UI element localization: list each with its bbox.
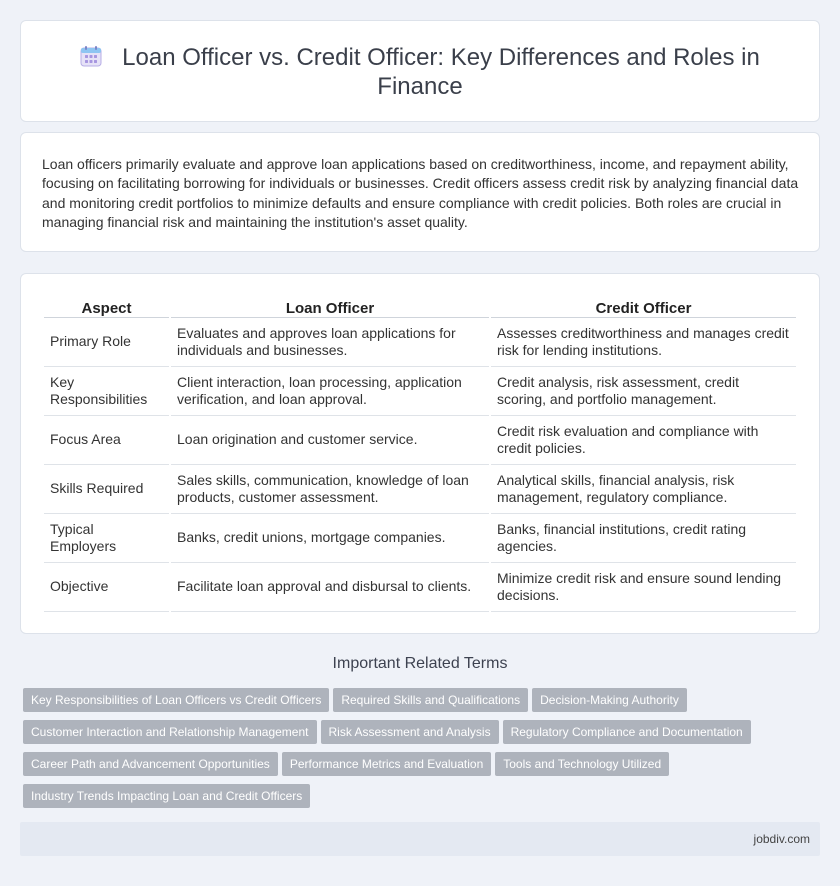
table-row	[44, 514, 796, 563]
related-term-tag[interactable]: Key Responsibilities of Loan Officers vs Credit Officers	[23, 688, 329, 712]
related-term-tag[interactable]: Performance Metrics and Evaluation	[282, 752, 491, 776]
comparison-card	[20, 273, 820, 634]
credit-officer-cell: Credit analysis, risk assessment, credit scoring, and portfolio management.	[491, 367, 796, 416]
table-row	[44, 367, 796, 416]
related-term-tag[interactable]: Risk Assessment and Analysis	[321, 720, 499, 744]
table-row	[44, 318, 796, 367]
table-header-row	[44, 296, 796, 318]
related-term-tag[interactable]: Industry Trends Impacting Loan and Credit Officers	[23, 784, 310, 808]
aspect-cell: Objective	[44, 563, 169, 612]
credit-officer-cell: Credit risk evaluation and compliance with credit policies.	[491, 416, 796, 465]
related-terms-tags	[23, 688, 803, 816]
related-term-tag[interactable]: Tools and Technology Utilized	[495, 752, 669, 776]
page-title-text: Loan Officer vs. Credit Officer: Key Differences and Roles in Finance	[122, 44, 760, 100]
related-term-tag[interactable]: Decision-Making Authority	[532, 688, 687, 712]
aspect-cell: Key Responsibilities	[44, 367, 169, 416]
aspect-cell: Focus Area	[44, 416, 169, 465]
loan-officer-cell: Loan origination and customer service.	[171, 416, 489, 465]
related-term-tag[interactable]: Regulatory Compliance and Documentation	[503, 720, 751, 744]
aspect-cell: Primary Role	[44, 318, 169, 367]
table-row	[44, 416, 796, 465]
loan-officer-cell: Banks, credit unions, mortgage companies.	[171, 514, 489, 563]
header-loan-officer: Loan Officer	[171, 296, 489, 318]
intro-text: Loan officers primarily evaluate and approve loan applications based on creditworthiness, income, and repayment ability, focusing on facilitating borrowing for individuals or businesses. Credit officers assess credit risk by analyzing financial data and monitoring credit portfolios to minimize defaults and ensure compliance with credit policies. Both roles are crucial in managing financial risk and maintaining the institution's asset quality.	[42, 156, 799, 231]
loan-officer-cell: Evaluates and approves loan applications for individuals and businesses.	[171, 318, 489, 367]
intro-card	[20, 132, 820, 252]
aspect-cell: Skills Required	[44, 465, 169, 514]
footer	[20, 822, 820, 856]
related-terms-title: Important Related Terms	[332, 655, 508, 672]
page-title	[61, 43, 779, 101]
footer-site-link[interactable]: jobdiv.com	[753, 832, 810, 846]
calendar-icon	[80, 45, 102, 67]
header-aspect: Aspect	[44, 296, 169, 318]
loan-officer-cell: Sales skills, communication, knowledge of loan products, customer assessment.	[171, 465, 489, 514]
title-card	[20, 20, 820, 122]
aspect-cell: Typical Employers	[44, 514, 169, 563]
related-term-tag[interactable]: Required Skills and Qualifications	[333, 688, 528, 712]
loan-officer-cell: Facilitate loan approval and disbursal to clients.	[171, 563, 489, 612]
credit-officer-cell: Banks, financial institutions, credit rating agencies.	[491, 514, 796, 563]
header-credit-officer: Credit Officer	[491, 296, 796, 318]
credit-officer-cell: Analytical skills, financial analysis, risk management, regulatory compliance.	[491, 465, 796, 514]
related-term-tag[interactable]: Career Path and Advancement Opportunities	[23, 752, 278, 776]
loan-officer-cell: Client interaction, loan processing, application verification, and loan approval.	[171, 367, 489, 416]
table-row	[44, 563, 796, 612]
credit-officer-cell: Minimize credit risk and ensure sound lending decisions.	[491, 563, 796, 612]
credit-officer-cell: Assesses creditworthiness and manages credit risk for lending institutions.	[491, 318, 796, 367]
comparison-table	[42, 296, 798, 612]
table-row	[44, 465, 796, 514]
related-term-tag[interactable]: Customer Interaction and Relationship Management	[23, 720, 317, 744]
